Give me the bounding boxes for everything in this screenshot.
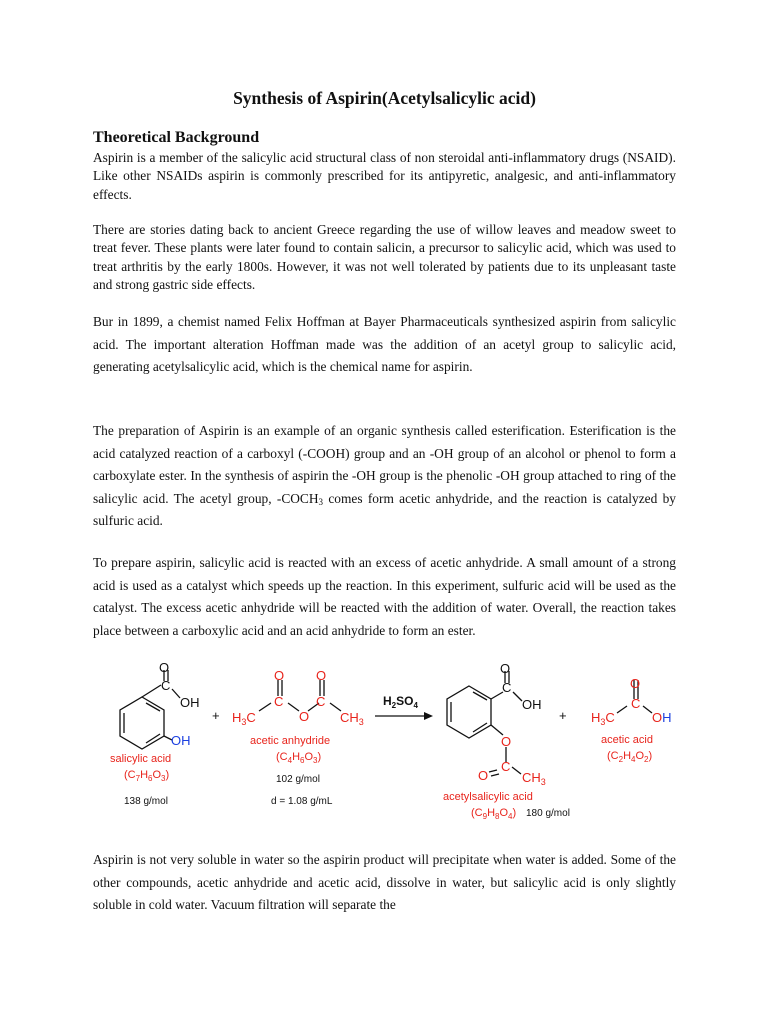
paragraph-5: To prepare aspirin, salicylic acid is reacted with an excess of acetic anhydride. A small amount of a strong acid is used as a catalyst which speeds up the reaction. In this experiment, sulfuric acid will be used as the catalyst. The excess acetic anhydride will be reacted with the addition of water. Overall, the reaction takes place between a carboxylic acid and an acid anhydride to form an ester. <box>93 555 676 638</box>
plus-sign-2: + <box>559 708 567 723</box>
salicylic-mass: 138 g/mol <box>124 796 168 807</box>
document-title: Synthesis of Aspirin(Acetylsalicylic acid) <box>233 88 536 108</box>
aspirin-acetyl-carbon: C <box>501 759 511 774</box>
anhydride-density: d = 1.08 g/mL <box>271 796 333 807</box>
aspirin-ester-oxygen: O <box>501 734 512 749</box>
aspirin-benzene-ring <box>447 686 491 738</box>
catalyst-label: $H_2SO_4$ <box>383 694 418 710</box>
aspirin-name: acetylsalicylic acid <box>443 791 533 803</box>
aspirin-formula: $(C_9H_8O_4)$ <box>471 807 517 821</box>
anhydride-carbon-left: C <box>274 694 284 709</box>
aspirin-mass: 180 g/mol <box>526 808 570 819</box>
salicylic-carbonyl-oxygen: O <box>159 660 170 675</box>
salicylic-phenol-oh: OH <box>171 733 191 748</box>
aspirin-acid-oh: OH <box>522 697 542 712</box>
paragraph-4-text: The preparation of Aspirin is an example of an organic synthesis called esterification. Esterification is the acid catalyzed reaction of a carboxyl (-COOH) group and an -OH group of an alcohol or phenol to form a carboxylate ester. In the synthesis of aspirin the -OH group is the phenolic -OH group attached to ring of the salicylic acid. The acetyl group, -COCH <box>93 423 676 506</box>
salicylic-formula: $(C_7H_6O_3)$ <box>124 769 170 783</box>
aspirin-acetyl-oxygen: O <box>478 768 489 783</box>
acetic-oh: OH <box>652 710 672 725</box>
section-heading: Theoretical Background <box>93 129 260 146</box>
acetic-methyl: $H_3C$ <box>591 710 615 727</box>
anhydride-name: acetic anhydride <box>250 735 331 747</box>
acetic-carbon: C <box>631 696 641 711</box>
paragraph-4-end: comes form acetic anhydride, and the reaction is catalyzed by sulfuric acid. <box>93 490 676 528</box>
anhydride-methyl-left: $H_3C$ <box>232 710 256 727</box>
anhydride-oxygen-right: O <box>316 668 327 683</box>
aspirin-carbon: C <box>502 680 512 695</box>
anhydride-bridge-oxygen: O <box>299 709 310 724</box>
paragraph-3: Bur in 1899, a chemist named Felix Hoffman at Bayer Pharmaceuticals synthesized aspirin from salicylic acid. The important alteration Hoffman made was the addition of an acetyl group to salicylic acid, generating acetylsalicylic acid, which is the chemical name for aspirin. <box>93 314 676 374</box>
paragraph-6: Aspirin is not very soluble in water so the aspirin product will precipitate when water is added. Some of the other compounds, acetic anhydride and acetic acid, dissolve in water, but salicylic acid is only slightly soluble in cold water. Vacuum filtration will separate the <box>93 852 676 912</box>
anhydride-carbon-right: C <box>316 694 326 709</box>
salicylic-benzene-ring <box>120 697 164 749</box>
anhydride-formula: $(C_4H_6O_3)$ <box>276 751 322 765</box>
anhydride-mass: 102 g/mol <box>276 774 320 785</box>
aspirin-carbonyl-oxygen: O <box>500 661 511 676</box>
acetic-oxygen: O <box>630 676 641 691</box>
aspirin-methyl: $CH_3$ <box>522 770 546 787</box>
anhydride-oxygen-left: O <box>274 668 285 683</box>
paragraph-2: There are stories dating back to ancient Greece regarding the use of willow leaves and meadow sweet to treat fever. These plants were later found to contain salicin, a precursor to salicylic acid, which was used to treat arthritis by the early 1800s. However, it was not well tolerated by patients due to its unpleasant taste and strong gastric side effects. <box>93 222 676 292</box>
paragraph-4-subscript: 3 <box>318 496 324 507</box>
salicylic-acid-oh: OH <box>180 695 200 710</box>
plus-sign-1: + <box>212 708 220 723</box>
anhydride-methyl-right: $CH_3$ <box>340 710 364 727</box>
salicylic-carbon: C <box>161 678 171 693</box>
acetic-formula: $(C_2H_4O_2)$ <box>607 750 653 764</box>
acetic-name: acetic acid <box>601 734 653 746</box>
paragraph-1: Aspirin is a member of the salicylic acid structural class of non steroidal anti-inflammatory drugs (NSAID). Like other NSAIDs aspirin is commonly prescribed for its antipyretic, analgesic, and anti-inflammatory effects. <box>93 150 676 202</box>
salicylic-name: salicylic acid <box>110 753 172 765</box>
